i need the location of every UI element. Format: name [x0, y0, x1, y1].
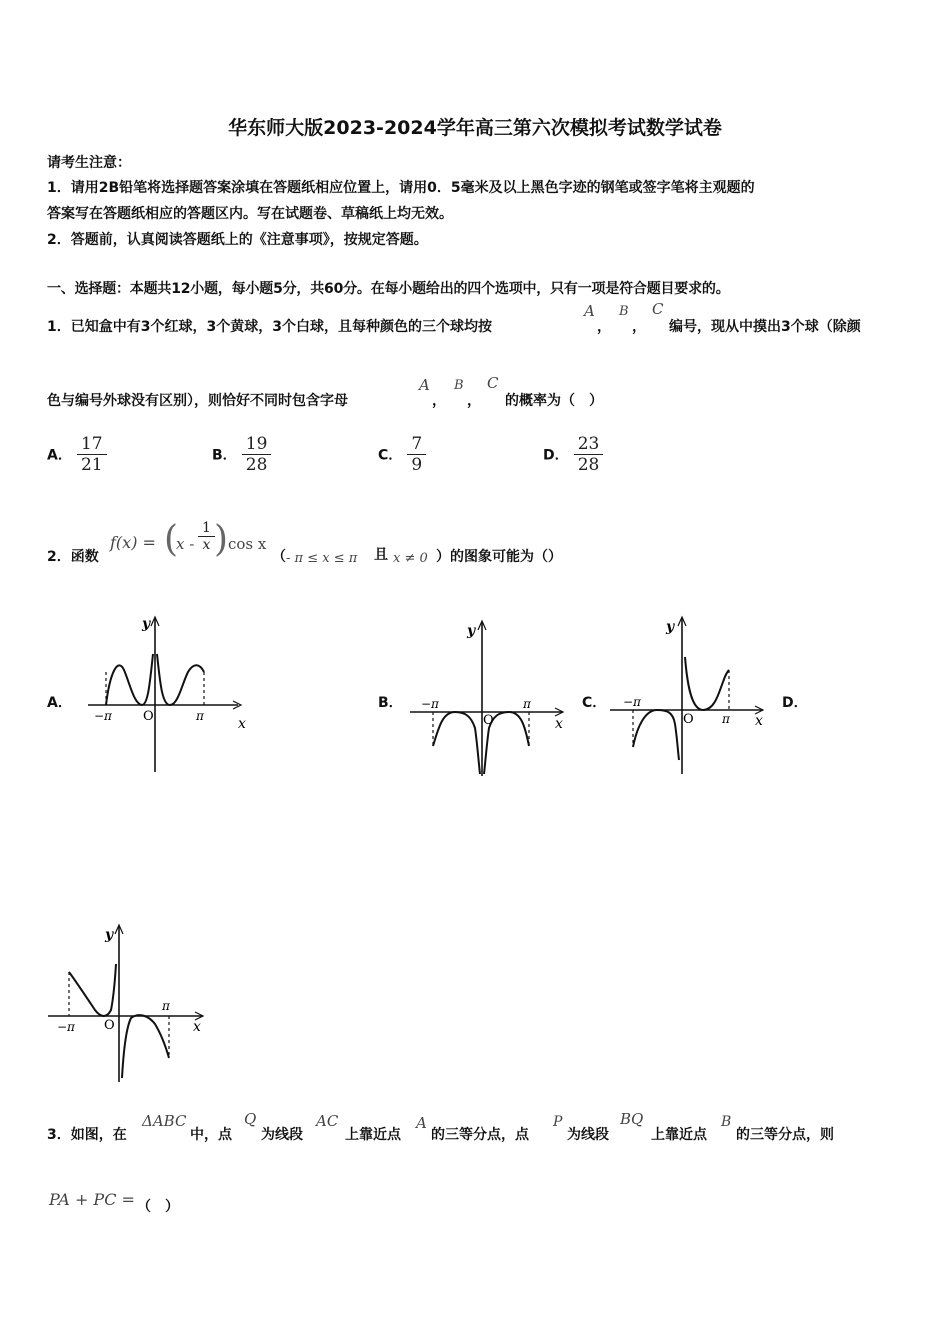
pi-label: π	[722, 712, 730, 726]
fraction-numerator: 17	[80, 434, 103, 454]
x-label: x	[193, 1019, 201, 1035]
curve-left	[106, 654, 153, 705]
q1-var-a: A	[419, 376, 430, 394]
q2-function-name: f(x) =	[110, 533, 156, 552]
q3-var-ac: AC	[316, 1112, 339, 1130]
fraction-denominator: 9	[411, 455, 423, 475]
q1-text-part1: 1．已知盒中有3个红球，3个黄球，3个白球，且每种颜色的三个球均按	[47, 319, 492, 335]
q2-option-c-label[interactable]: C．	[582, 695, 607, 711]
fraction-numerator: 1	[202, 520, 211, 536]
q1-comma: ，	[467, 393, 481, 409]
x-label: x	[238, 716, 246, 732]
q2-paren-right: )	[214, 519, 229, 560]
fraction	[574, 434, 604, 475]
fraction-denominator: 28	[577, 455, 600, 475]
option-label: A．	[47, 447, 72, 464]
neg-pi-label: −π	[94, 709, 112, 723]
fraction	[198, 520, 215, 553]
q1-var-c: C	[487, 374, 499, 392]
graph-d	[45, 920, 215, 1085]
q3-var-a: A	[416, 1114, 427, 1132]
q2-suffix: ）的图象可能为（）	[436, 549, 562, 565]
fraction-numerator: 7	[411, 434, 423, 454]
q1-option-c[interactable]	[378, 434, 426, 475]
graph-a	[80, 612, 260, 777]
origin-label: O	[483, 713, 494, 728]
x-label: x	[755, 713, 763, 729]
notice-line-1b: 答案写在答题纸相应的答题区内。写在试题卷、草稿纸上均无效。	[47, 206, 453, 222]
curve-right	[685, 657, 729, 710]
origin-label: O	[104, 1018, 115, 1033]
q2-condition-open: （	[272, 549, 286, 565]
origin-label: O	[683, 712, 694, 727]
q3-var-p: P	[553, 1114, 563, 1130]
pi-label: π	[162, 999, 170, 1013]
q1-text-part3: 色与编号外球没有区别），则恰好不同时包含字母	[47, 393, 348, 409]
q2-condition-range: - π ≤ x ≤ π	[286, 551, 358, 566]
curve-right	[122, 1015, 169, 1078]
graph-c	[605, 612, 775, 777]
pi-label: π	[196, 709, 204, 723]
q1-comma: ，	[597, 319, 611, 335]
q1-comma: ，	[432, 393, 446, 409]
q2-prefix: 2．函数	[47, 549, 99, 565]
notice-line-1a: 1．请用2B铅笔将选择题答案涂填在答题纸相应位置上，请用0．5毫米及以上黑色字迹的钢笔或签字笔将主观题的	[47, 180, 755, 196]
q3-text: 中，点	[190, 1127, 232, 1143]
q1-text-part2: 编号，现从中摸出3个球（除颜	[669, 319, 861, 335]
q3-expression: PA + PC =	[49, 1190, 135, 1209]
q3-prefix: 3．如图，在	[47, 1127, 127, 1143]
section-heading: 一、选择题：本题共12小题，每小题5分，共60分。在每小题给出的四个选项中，只有一项是符合题目要求的。	[47, 281, 730, 297]
curve-left	[433, 712, 480, 774]
q2-option-d-label[interactable]: D．	[782, 695, 808, 711]
q3-var-b: B	[721, 1114, 732, 1130]
page-title: 华东师大版2023-2024学年高三第六次模拟考试数学试卷	[228, 117, 722, 139]
q3-text: 上靠近点	[345, 1127, 401, 1143]
q1-comma: ，	[632, 319, 646, 335]
q1-var-b: B	[619, 304, 629, 319]
q3-answer-blank[interactable]: （ ）	[137, 1199, 179, 1215]
q1-option-a[interactable]	[47, 434, 107, 475]
neg-pi-label: −π	[623, 695, 641, 709]
graph-b	[405, 616, 580, 781]
option-label: C．	[378, 447, 403, 464]
q3-var-q: Q	[244, 1110, 257, 1128]
q3-var-bq: BQ	[620, 1110, 644, 1128]
q2-paren-left: (	[164, 519, 179, 560]
notice-heading: 请考生注意：	[47, 155, 131, 171]
y-label: y	[105, 927, 114, 943]
y-label: y	[142, 616, 151, 632]
q2-option-b-label[interactable]: B．	[378, 695, 403, 711]
q3-text: 为线段	[261, 1127, 303, 1143]
curve-right	[157, 654, 204, 705]
q1-option-d[interactable]	[543, 434, 603, 475]
option-label: B．	[212, 447, 237, 464]
fraction-denominator: 21	[80, 455, 103, 475]
q3-text: 为线段	[567, 1127, 609, 1143]
fraction-denominator: x	[202, 537, 211, 553]
q2-one-over-x	[198, 520, 215, 553]
q3-text: 的三等分点，则	[736, 1127, 834, 1143]
fraction-numerator: 23	[577, 434, 600, 454]
origin-label: O	[143, 709, 154, 724]
q1-var-c: C	[652, 300, 664, 318]
neg-pi-label: −π	[421, 697, 439, 711]
q1-option-b[interactable]	[212, 434, 271, 475]
q1-text-part4: 的概率为（ ）	[505, 393, 603, 409]
q2-x-minus: x -	[176, 535, 195, 553]
q2-option-a-label[interactable]: A．	[47, 695, 72, 711]
fraction	[407, 434, 426, 475]
q2-condition-and: 且	[374, 547, 388, 563]
fraction-numerator: 19	[245, 434, 268, 454]
notice-line-2: 2．答题前，认真阅读答题纸上的《注意事项》，按规定答题。	[47, 232, 428, 248]
fraction	[77, 434, 107, 475]
q1-var-a: A	[584, 302, 595, 320]
q2-condition-nonzero: x ≠ 0	[393, 551, 428, 566]
option-label: D．	[543, 447, 569, 464]
q1-var-b: B	[454, 378, 464, 393]
q2-cos: cos x	[228, 535, 267, 553]
fraction-denominator: 28	[245, 455, 268, 475]
neg-pi-label: −π	[57, 1020, 75, 1034]
curve-left	[633, 710, 679, 760]
y-label: y	[467, 623, 476, 639]
curve-left	[69, 964, 116, 1016]
x-label: x	[555, 716, 563, 732]
q3-text: 的三等分点，点	[431, 1127, 529, 1143]
q3-triangle: ΔABC	[142, 1112, 187, 1130]
y-label: y	[666, 619, 675, 635]
pi-label: π	[523, 697, 531, 711]
fraction	[242, 434, 272, 475]
q3-text: 上靠近点	[651, 1127, 707, 1143]
